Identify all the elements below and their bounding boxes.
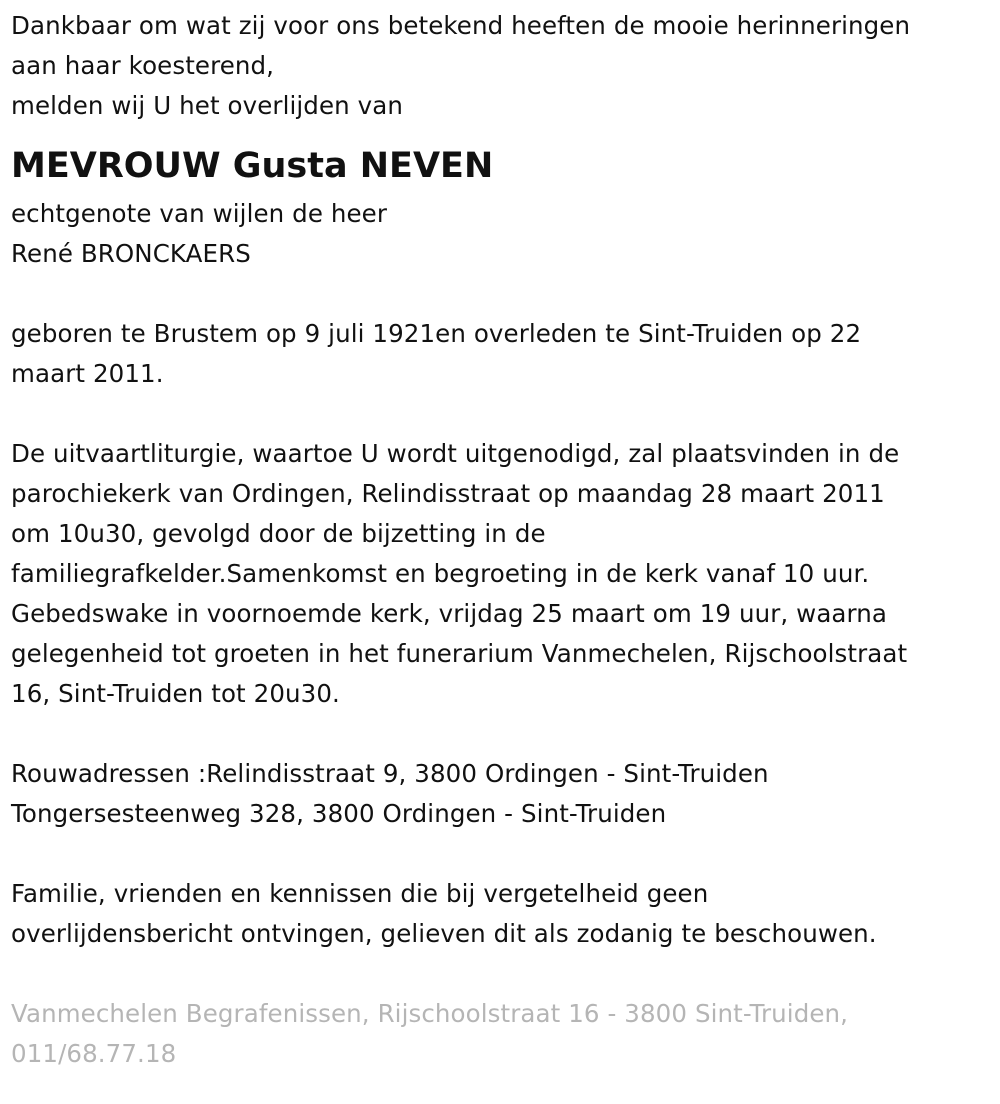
birth-death-section: [11, 314, 996, 394]
spacer: [11, 274, 996, 314]
address-line: Rouwadressen :Relindisstraat 9, 3800 Ordingen - Sint-Truiden: [11, 759, 769, 788]
footer-phone: 011/68.77.18: [11, 1039, 177, 1068]
notice-line: Familie, vrienden en kennissen die bij vergetelheid geen: [11, 879, 709, 908]
spacer: [11, 394, 996, 434]
birth-death-line: geboren te Brustem op 9 juli 1921en overleden te Sint-Truiden op 22: [11, 319, 862, 348]
funeral-line: gelegenheid tot groeten in het funerarium Vanmechelen, Rijschoolstraat: [11, 639, 908, 668]
spouse-section: [11, 194, 996, 274]
intro-line: melden wij U het overlijden van: [11, 91, 403, 120]
spouse-line: echtgenote van wijlen de heer: [11, 199, 388, 228]
notice-line: overlijdensbericht ontvingen, gelieven dit als zodanig te beschouwen.: [11, 919, 877, 948]
funeral-line: familiegrafkelder.Samenkomst en begroeting in de kerk vanaf 10 uur.: [11, 559, 870, 588]
funeral-section: [11, 434, 996, 714]
funeral-line: 16, Sint-Truiden tot 20u30.: [11, 679, 340, 708]
funeral-line: parochiekerk van Ordingen, Relindisstraat op maandag 28 maart 2011: [11, 479, 885, 508]
notice-section: [11, 874, 996, 954]
funeral-line: Gebedswake in voornoemde kerk, vrijdag 25 maart om 19 uur, waarna: [11, 599, 888, 628]
spacer: [11, 834, 996, 874]
funeral-line: om 10u30, gevolgd door de bijzetting in de: [11, 519, 546, 548]
intro-section: [11, 6, 996, 126]
addresses-section: [11, 754, 996, 834]
funeral-home-footer: [11, 994, 996, 1074]
intro-line: Dankbaar om wat zij voor ons betekend heeften de mooie herinneringen: [11, 11, 911, 40]
spacer: [11, 954, 996, 994]
footer-line: Vanmechelen Begrafenissen, Rijschoolstraat 16 - 3800 Sint-Truiden,: [11, 999, 849, 1028]
birth-death-line: maart 2011.: [11, 359, 164, 388]
funeral-line: De uitvaartliturgie, waartoe U wordt uitgenodigd, zal plaatsvinden in de: [11, 439, 900, 468]
intro-line: aan haar koesterend,: [11, 51, 275, 80]
obituary-notice: [11, 6, 996, 1074]
address-line: Tongersesteenweg 328, 3800 Ordingen - Sint-Truiden: [11, 799, 667, 828]
spouse-name: René BRONCKAERS: [11, 239, 251, 268]
deceased-name: MEVROUW Gusta NEVEN: [11, 146, 494, 186]
spacer: [11, 714, 996, 754]
